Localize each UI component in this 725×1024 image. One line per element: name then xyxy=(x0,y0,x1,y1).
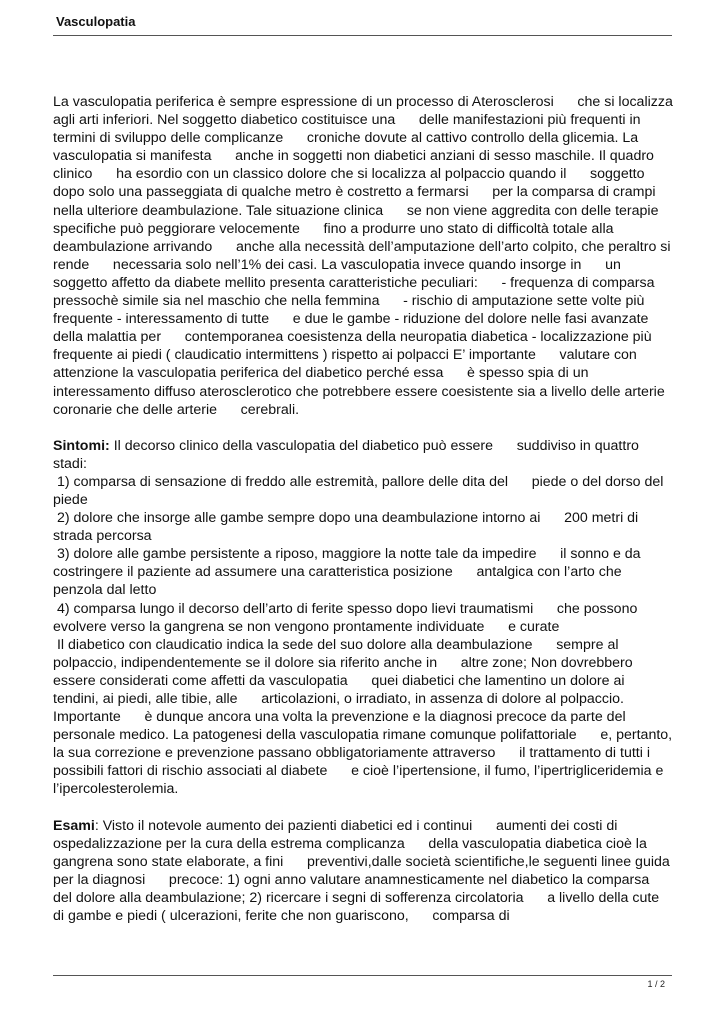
esami-text: : Visto il notevole aumento dei pazienti diabetici ed i continui aumenti dei costi di ospedalizzazione per la cura della estrema complicanza della vasculopatia diabetica cioè la gangrena sono state elaborate, a fini preventivi,dalle società scientifiche,le seguenti linee guida per la diagnosi precoce: 1) ogni anno valutare anamnesticamente nel diabetico la comparsa del dolore alla deambulazione; 2) ricercare i segni di sofferenza circolatoria a livello della cute di gambe e piedi ( ulcerazioni, ferite che non guariscono, comparsa di xyxy=(53,817,674,925)
sintomi-stage-2: 2) dolore che insorge alle gambe sempre dopo una deambulazione intorno ai 200 metri di strada percorsa xyxy=(53,510,643,545)
sintomi-stage-1: 1) comparsa di sensazione di freddo alle estremità, pallore delle dita del piede o del dorso del piede xyxy=(53,473,668,508)
document-title: Vasculopatia xyxy=(56,14,136,29)
sintomi-stage-3: 3) dolore alle gambe persistente a riposo, maggiore la notte tale da impedire il sonno e da costringere il paziente ad assumere una caratteristica posizione antalgica con l’arto che penzola dal letto xyxy=(53,546,645,599)
intro-paragraph: La vasculopatia periferica è sempre espressione di un processo di Aterosclerosi che si localizza agli arti inferiori. Nel soggetto diabetico costituisce una delle manifestazioni più frequenti in termini di sviluppo delle complicanze croniche dovute al cattivo controllo della glicemia. La vasculopatia si manifesta anche in soggetti non diabetici anziani di sesso maschile. Il quadro clinico ha esordio con un classico dolore che si localizza al polpaccio quando il soggetto dopo solo una passeggiata di qualche metro è costretto a fermarsi per la comparsa di crampi nella ulteriore deambulazione. Tale situazione clinica se non viene aggredita con delle terapie specifiche può peggiorare velocemente fino a produrre uno stato di difficoltà totale alla deambulazione arrivando anche alla necessità dell’amputazione dell’arto colpito, che peraltro si rende necessaria solo nell’1% dei casi. La vasculopatia invece quando insorge in un soggetto affetto da diabete mellito presenta caratteristiche peculiari: - frequenza di comparsa pressochè simile sia nel maschio che nella femmina - rischio di amputazione sette volte più frequente - interessamento di tutte e due le gambe - riduzione del dolore nelle fasi avanzate della malattia per contemporanea coesistenza della neuropatia diabetica - localizzazione più frequente ai piedi ( claudicatio intermittens ) rispetto ai polpacci E’ importante valutare con attenzione la vasculopatia periferica del diabetico perché essa è spesso spia di un interessamento diffuso aterosclerotico che potrebbere essere coesistente sia a livello delle arterie coronarie che delle arterie cerebrali. xyxy=(53,94,677,418)
sintomi-heading-paragraph xyxy=(53,437,673,473)
sintomi-intro-text: Il decorso clinico della vasculopatia del diabetico può essere suddiviso in quattro stadi: xyxy=(53,437,643,472)
sintomi-closing-paragraph: Il diabetico con claudicatio indica la sede del suo dolore alla deambulazione sempre al polpaccio, indipendentemente se il dolore sia riferito anche in altre zone; Non dovrebbero essere considerati come affetti da vasculopatia quei diabetici che lamentino un dolore ai tendini, ai piedi, alle tibie, alle articolazioni, o irradiato, in assenza di dolore al polpaccio. Importante è dunque ancora una volta la prevenzione e la diagnosi precoce da parte del personale medico. La patogenesi della vasculopatia rimane comunque polifattoriale e, pertanto, la sua correzione e prevenzione passano obbligatoriamente attraverso il trattamento di tutti i possibili fattori di rischio associati al diabete e cioè l’ipertensione, il fumo, l’ipertrigliceridemia e l’ipercolesterolemia. xyxy=(53,636,677,798)
sintomi-stage-4: 4) comparsa lungo il decorso dell’arto di ferite spesso dopo lievi traumatismi che possono evolvere verso la gangrena se non vengono prontamente individuate e curate xyxy=(53,600,642,635)
esami-paragraph xyxy=(53,817,673,926)
footer-divider xyxy=(53,975,672,976)
esami-label: Esami xyxy=(53,817,95,834)
paragraph-spacer xyxy=(53,419,673,437)
page-number: 1 / 2 xyxy=(647,979,665,989)
sintomi-label: Sintomi: xyxy=(53,437,110,454)
document-body xyxy=(53,93,677,925)
paragraph-spacer xyxy=(53,799,673,817)
page-header xyxy=(53,13,672,36)
